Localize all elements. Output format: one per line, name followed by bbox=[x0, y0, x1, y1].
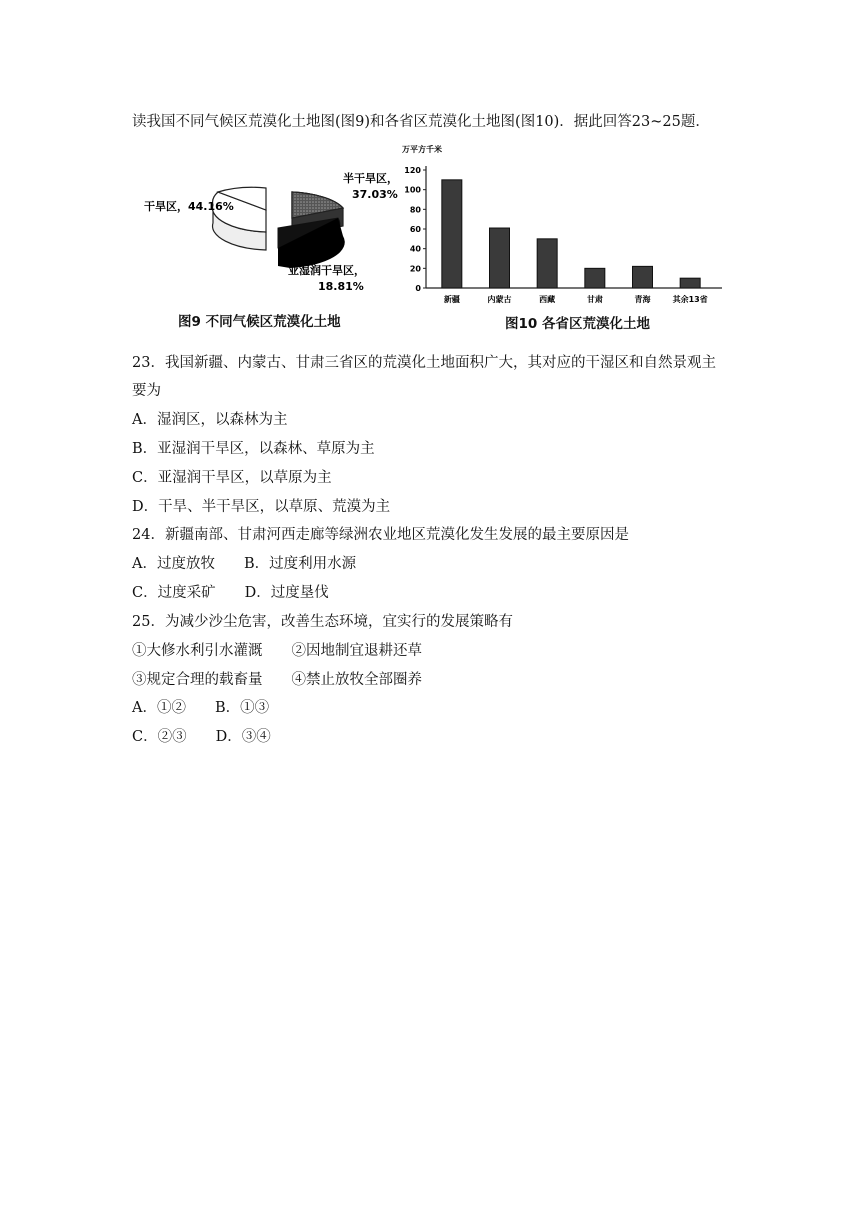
q23-option-d: D．干旱、半干旱区，以草原、荒漠为主 bbox=[132, 499, 391, 515]
bar-category-label: 甘肃 bbox=[586, 295, 603, 304]
pie-label-subhumid-2: 18.81% bbox=[318, 280, 364, 293]
bar-ytick-label: 120 bbox=[404, 166, 421, 175]
q23-option-a: A．湿润区，以森林为主 bbox=[132, 412, 288, 428]
figure-10-caption: 图10 各省区荒漠化土地 bbox=[505, 316, 650, 332]
pie-label-subhumid-1: 亚湿润干旱区， bbox=[288, 264, 365, 277]
bar-category-label: 青海 bbox=[634, 295, 651, 304]
q25-statements-34: ③规定合理的载畜量 ④禁止放牧全部圈养 bbox=[132, 672, 422, 688]
pie-chart bbox=[138, 150, 408, 310]
bar-4 bbox=[633, 266, 653, 288]
bar-ytick-label: 100 bbox=[404, 185, 421, 195]
pie-slice-arid bbox=[213, 187, 268, 250]
bar-ytick-label: 20 bbox=[409, 264, 421, 274]
bar-5 bbox=[680, 278, 700, 288]
q25-statements-12: ①大修水利引水灌溉 ②因地制宜退耕还草 bbox=[132, 643, 422, 659]
q23-stem-line2: 要为 bbox=[132, 383, 161, 399]
bar-3 bbox=[585, 268, 605, 288]
bar-chart bbox=[396, 142, 726, 314]
figure-9-caption: 图9 不同气候区荒漠化土地 bbox=[178, 314, 341, 330]
bar-ylabel: 万平方千米 bbox=[402, 145, 442, 154]
pie-slice-subhumid bbox=[278, 218, 345, 268]
intro-text: 读我国不同气候区荒漠化土地图(图9)和各省区荒漠化土地图(图10)．据此回答23~25题． bbox=[132, 114, 710, 130]
q24-stem: 24．新疆南部、甘肃河西走廊等绿洲农业地区荒漠化发生发展的最主要原因是 bbox=[132, 527, 629, 543]
bar-category-label: 新疆 bbox=[443, 295, 460, 304]
q25-options-cd: C．②③ D．③④ bbox=[132, 729, 271, 745]
bar-1 bbox=[490, 228, 510, 288]
bar-category-label: 其余13省 bbox=[672, 295, 708, 304]
q25-stem: 25．为减少沙尘危害，改善生态环境，宜实行的发展策略有 bbox=[132, 614, 513, 630]
q24-options-ab: A．过度放牧 B．过度利用水源 bbox=[132, 556, 357, 572]
bar-ytick-label: 40 bbox=[409, 244, 421, 254]
q24-options-cd: C．过度采矿 D．过度垦伐 bbox=[132, 585, 329, 601]
bar-ytick-label: 60 bbox=[409, 225, 421, 234]
q25-options-ab: A．①② B．①③ bbox=[132, 700, 270, 716]
bar-ytick-label: 0 bbox=[415, 284, 421, 293]
q23-option-c: C．亚湿润干旱区，以草原为主 bbox=[132, 470, 332, 486]
pie-label-semiarid-2: 37.03% bbox=[352, 188, 398, 201]
q23-stem-line1: 23．我国新疆、内蒙古、甘肃三省区的荒漠化土地面积广大，其对应的干湿区和自然景观主 bbox=[132, 355, 716, 371]
bar-category-label: 内蒙古 bbox=[487, 295, 512, 304]
bar-0 bbox=[442, 180, 462, 288]
q23-option-b: B．亚湿润干旱区，以森林、草原为主 bbox=[132, 441, 375, 457]
bar-category-label: 西藏 bbox=[539, 295, 556, 304]
bar-2 bbox=[537, 239, 557, 288]
pie-label-semiarid-1: 半干旱区， bbox=[343, 172, 398, 185]
pie-label-arid: 干旱区，44.16% bbox=[144, 200, 234, 213]
bar-ytick-label: 80 bbox=[409, 205, 421, 215]
